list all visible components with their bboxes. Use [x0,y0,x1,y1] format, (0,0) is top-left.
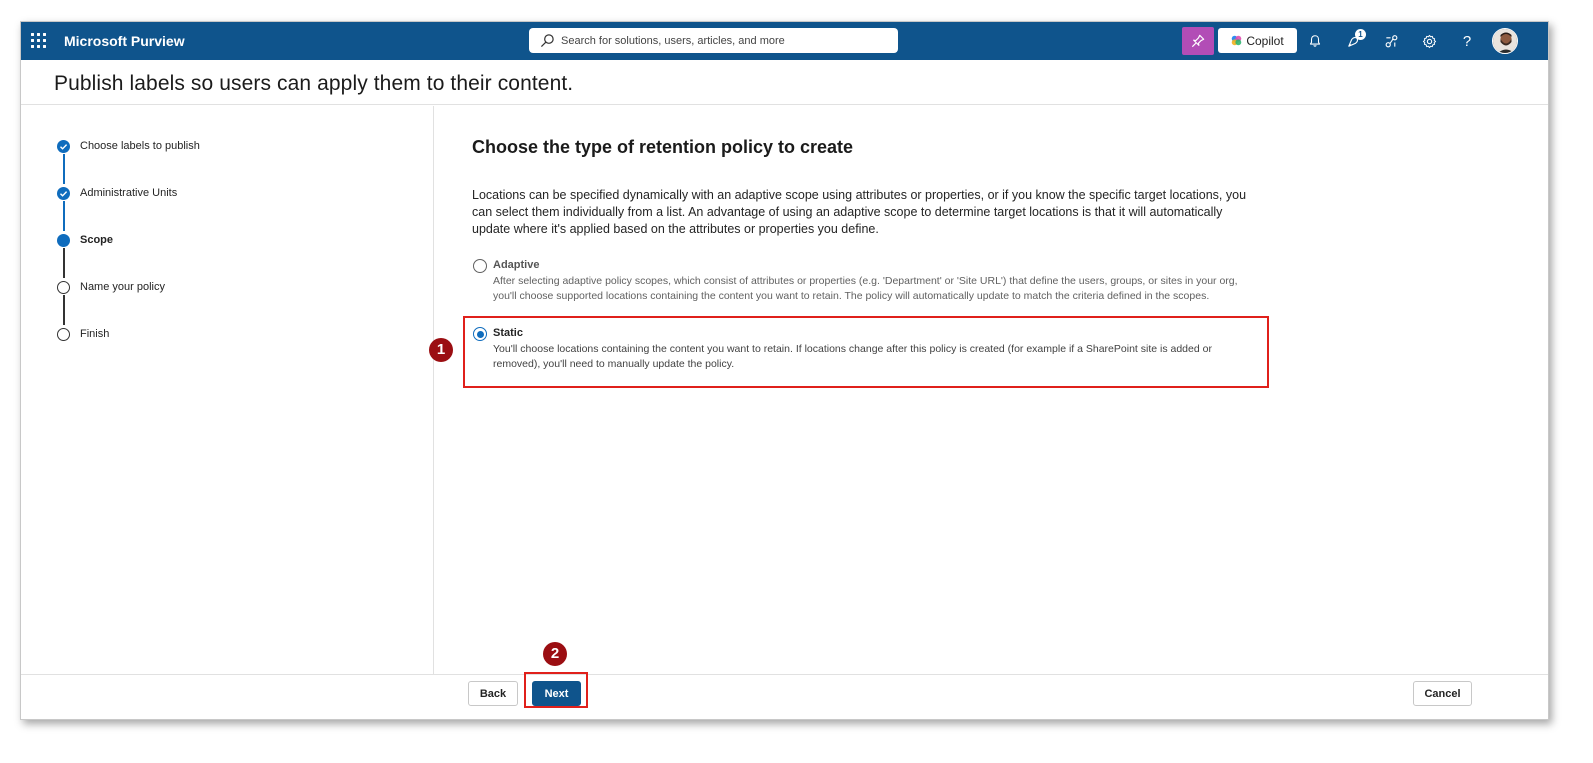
option-title: Adaptive [493,259,540,271]
app-name[interactable]: Microsoft Purview [64,33,185,49]
settings-button[interactable] [1413,27,1445,55]
waffle-icon[interactable] [31,33,47,49]
step-connector [63,201,65,231]
copilot-button[interactable] [1218,28,1297,53]
callout-badge-1: 1 [429,338,453,362]
section-description: Locations can be specified dynamically with an adaptive scope using attributes or properties, or if you know the specific target locations, you can select them individually from a list. An advantage of using an adaptive scope to determine target locations is that it will automatically update where it's applied based on the attributes or properties you define. [472,188,1247,236]
page-title: Publish labels so users can apply them to their content. [54,72,574,95]
step-connector [63,295,65,325]
current-step-icon [57,234,70,247]
static-highlight-box [463,316,1269,388]
checkmark-icon [57,140,70,153]
search-icon [540,33,555,48]
share-icon [1384,34,1399,49]
bell-icon [1308,34,1322,48]
option-description: After selecting adaptive policy scopes, which consist of attributes or properties (e.g. 'Department' or 'Site URL') that define the users, groups, or sites in your org, you'll choose supported locations containing the content you want to retain. The policy will automatically update to match the criteria defined in the scopes. [493,275,1238,302]
step-name-policy[interactable] [57,277,165,297]
step-scope[interactable] [57,230,113,250]
gear-icon [1422,34,1437,49]
top-bar [21,22,1548,60]
checkmark-icon [57,187,70,200]
step-label: Name your policy [80,281,165,293]
next-button[interactable]: Next [532,681,581,706]
step-finish[interactable] [57,324,109,344]
step-label: Choose labels to publish [80,140,200,152]
pending-step-icon [57,328,70,341]
callout-badge-2: 2 [543,642,567,666]
alerts-button[interactable] [1337,27,1369,55]
purview-window [20,21,1549,720]
section-title: Choose the type of retention policy to create [472,137,854,157]
step-label: Finish [80,328,110,340]
notifications-button[interactable] [1299,27,1331,55]
option-title: Static [493,327,523,339]
adaptive-radio[interactable] [473,259,487,273]
notification-badge: 1 [1355,29,1366,40]
copilot-pin-button[interactable] [1182,27,1214,55]
next-highlight-box [524,672,588,708]
option-adaptive[interactable] [473,258,1253,314]
wizard-steps [21,106,434,674]
copilot-label: Copilot [1246,33,1284,48]
user-avatar-icon [1493,29,1518,54]
share-button[interactable] [1375,27,1407,55]
step-label: Administrative Units [80,187,178,199]
option-description: You'll choose locations containing the content you want to retain. If locations change after this policy is created (for example if a SharePoint site is added or removed), you'll need to manually update the policy. [493,343,1212,370]
help-icon: ? [1462,32,1472,50]
wizard-footer [21,674,1548,720]
step-connector [63,154,65,184]
step-administrative-units[interactable] [57,183,177,203]
step-choose-labels[interactable] [57,136,200,156]
search-box[interactable] [529,28,898,53]
copilot-logo-icon [1231,35,1242,46]
back-button[interactable]: Back [468,681,518,706]
step-connector [63,248,65,278]
step-label: Scope [80,234,114,246]
search-input[interactable] [561,28,891,53]
avatar[interactable] [1492,28,1518,54]
help-button[interactable] [1451,27,1483,55]
pending-step-icon [57,281,70,294]
page-header [21,60,1548,105]
cancel-button[interactable]: Cancel [1413,681,1472,706]
copilot-pin-icon [1191,34,1205,48]
